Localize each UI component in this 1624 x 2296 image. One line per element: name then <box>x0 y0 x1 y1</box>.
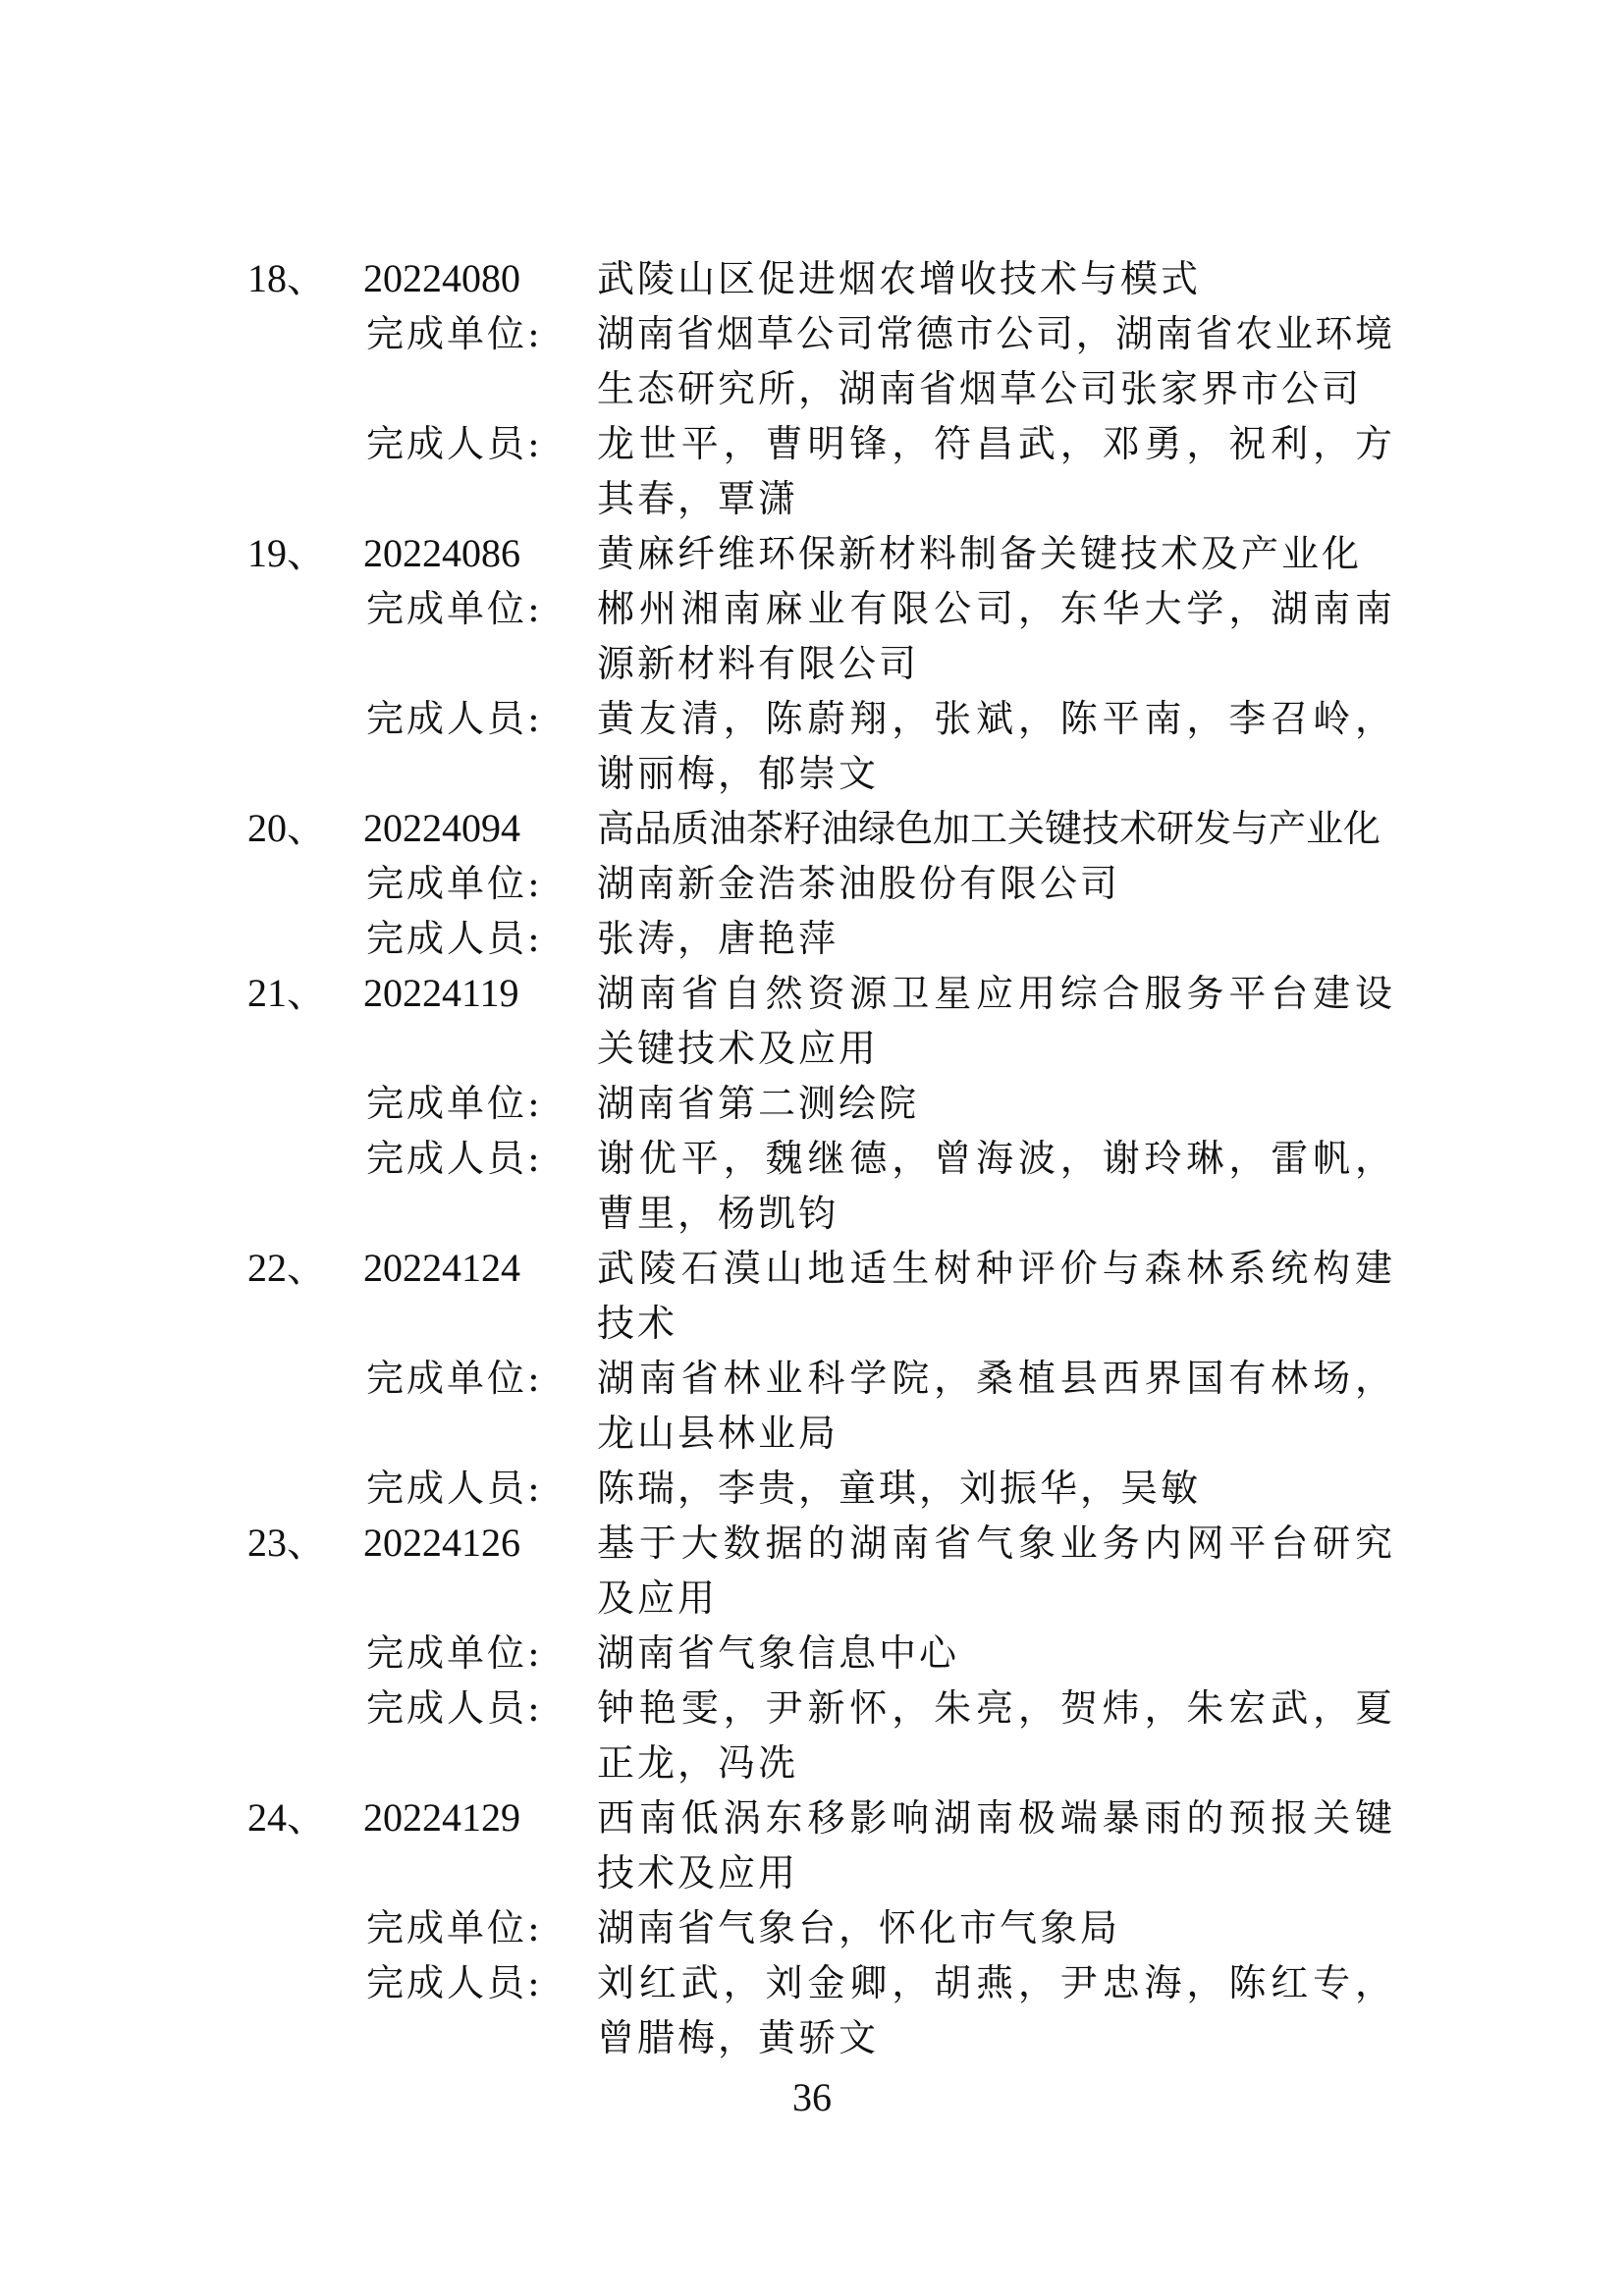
unit-label: 完成单位: <box>366 1082 543 1125</box>
people-text: 正龙，冯冼 <box>597 1741 799 1785</box>
entry-title: 武陵山区促进烟农增收技术与模式 <box>597 257 1202 300</box>
people-text: 钟艳雯，尹新怀，朱亮，贺炜，朱宏武，夏 <box>597 1686 1392 1730</box>
entry-title: 关键技术及应用 <box>597 1027 880 1070</box>
entry-18-title-line <box>0 252 1624 305</box>
unit-text: 湖南省气象台，怀化市气象局 <box>597 1906 1121 1949</box>
entry-22-people-line <box>0 1462 1624 1515</box>
entry-code: 20224129 <box>363 1795 520 1840</box>
people-label: 完成人员: <box>366 1961 543 2004</box>
unit-text: 生态研究所，湖南省烟草公司张家界市公司 <box>597 367 1363 410</box>
entry-23-people-line <box>0 1682 1624 1735</box>
people-text: 谢丽梅，郁崇文 <box>597 752 880 795</box>
entry-19-unit-line <box>0 582 1624 635</box>
entry-number: 19、 <box>247 531 326 575</box>
entry-title: 高品质油茶籽油绿色加工关键技术研发与产业化 <box>597 807 1381 850</box>
entry-24-people-line <box>0 1956 1624 2009</box>
entry-24-unit-line <box>0 1901 1624 1954</box>
entry-24-title-line-2 <box>0 1846 1624 1899</box>
unit-text: 湖南省第二测绘院 <box>597 1082 920 1125</box>
entry-23-people-line-2 <box>0 1736 1624 1789</box>
entry-number: 24、 <box>247 1795 326 1840</box>
people-text: 曾腊梅，黄骄文 <box>597 2016 880 2059</box>
people-text: 张涛，唐艳萍 <box>597 917 839 960</box>
entry-20-unit-line <box>0 857 1624 910</box>
entry-number: 22、 <box>247 1246 326 1290</box>
entry-number: 23、 <box>247 1521 326 1565</box>
entry-title: 湖南省自然资源卫星应用综合服务平台建设 <box>597 972 1392 1015</box>
entry-23-title-line <box>0 1517 1624 1570</box>
entry-number: 18、 <box>247 256 326 300</box>
entry-18-people-line-2 <box>0 472 1624 525</box>
entry-code: 20224119 <box>363 971 519 1015</box>
entry-number: 20、 <box>247 806 326 850</box>
people-label: 完成人员: <box>366 1686 543 1730</box>
entry-18-people-line <box>0 417 1624 470</box>
entry-number: 21、 <box>247 971 326 1015</box>
entry-20-people-line <box>0 912 1624 965</box>
entry-18-unit-line-2 <box>0 362 1624 415</box>
entry-23-unit-line <box>0 1627 1624 1680</box>
people-text: 陈瑞，李贵，童琪，刘振华，吴敏 <box>597 1467 1202 1510</box>
unit-label: 完成单位: <box>366 1357 543 1400</box>
entry-title: 及应用 <box>597 1576 719 1620</box>
entry-code: 20224080 <box>363 256 520 300</box>
people-label: 完成人员: <box>366 697 543 740</box>
entry-18-unit-line <box>0 307 1624 360</box>
people-text: 曹里，杨凯钧 <box>597 1192 839 1235</box>
people-label: 完成人员: <box>366 917 543 960</box>
entry-title: 武陵石漠山地适生树种评价与森林系统构建 <box>597 1247 1392 1290</box>
unit-label: 完成单位: <box>366 1631 543 1675</box>
people-label: 完成人员: <box>366 422 543 465</box>
entry-code: 20224086 <box>363 531 520 575</box>
entry-21-people-line <box>0 1132 1624 1185</box>
entry-22-title-line <box>0 1242 1624 1295</box>
unit-text: 湖南省气象信息中心 <box>597 1631 960 1675</box>
unit-label: 完成单位: <box>366 312 543 355</box>
entry-title: 技术及应用 <box>597 1851 799 1895</box>
entry-19-people-line-2 <box>0 747 1624 800</box>
page-number: 36 <box>792 2075 832 2119</box>
entry-19-unit-line-2 <box>0 637 1624 690</box>
entry-code: 20224126 <box>363 1521 520 1565</box>
entry-19-people-line <box>0 692 1624 745</box>
entry-title: 技术 <box>597 1302 678 1345</box>
people-label: 完成人员: <box>366 1467 543 1510</box>
entry-21-unit-line <box>0 1077 1624 1130</box>
unit-text: 湖南省烟草公司常德市公司，湖南省农业环境 <box>597 312 1392 355</box>
unit-text: 龙山县林业局 <box>597 1412 839 1455</box>
people-text: 黄友清，陈蔚翔，张斌，陈平南，李召岭， <box>597 697 1392 740</box>
unit-label: 完成单位: <box>366 1906 543 1949</box>
unit-text: 湖南新金浩茶油股份有限公司 <box>597 862 1121 905</box>
people-text: 谢优平，魏继德，曾海波，谢玲琳，雷帆， <box>597 1137 1392 1180</box>
unit-text: 湖南省林业科学院，桑植县西界国有林场， <box>597 1357 1392 1400</box>
people-label: 完成人员: <box>366 1137 543 1180</box>
entry-24-title-line <box>0 1791 1624 1844</box>
entry-22-title-line-2 <box>0 1297 1624 1350</box>
entry-title: 基于大数据的湖南省气象业务内网平台研究 <box>597 1522 1392 1565</box>
entry-20-title-line <box>0 802 1624 855</box>
unit-label: 完成单位: <box>366 587 543 630</box>
unit-text: 源新材料有限公司 <box>597 642 920 685</box>
people-text: 刘红武，刘金卿，胡燕，尹忠海，陈红专， <box>597 1961 1392 2004</box>
entry-21-people-line-2 <box>0 1187 1624 1240</box>
entry-code: 20224094 <box>363 806 520 850</box>
entry-code: 20224124 <box>363 1246 520 1290</box>
people-text: 龙世平，曹明锋，符昌武，邓勇，祝利，方 <box>597 422 1392 465</box>
entry-23-title-line-2 <box>0 1572 1624 1625</box>
entry-21-title-line <box>0 967 1624 1020</box>
entry-22-unit-line-2 <box>0 1407 1624 1460</box>
people-text: 其春，覃潇 <box>597 477 799 520</box>
entry-title: 西南低涡东移影响湖南极端暴雨的预报关键 <box>597 1796 1392 1840</box>
entry-22-unit-line <box>0 1352 1624 1405</box>
entry-21-title-line-2 <box>0 1022 1624 1075</box>
unit-text: 郴州湘南麻业有限公司，东华大学，湖南南 <box>597 587 1392 630</box>
entry-title: 黄麻纤维环保新材料制备关键技术及产业化 <box>597 532 1363 575</box>
entry-24-people-line-2 <box>0 2011 1624 2064</box>
unit-label: 完成单位: <box>366 862 543 905</box>
entry-19-title-line <box>0 527 1624 580</box>
